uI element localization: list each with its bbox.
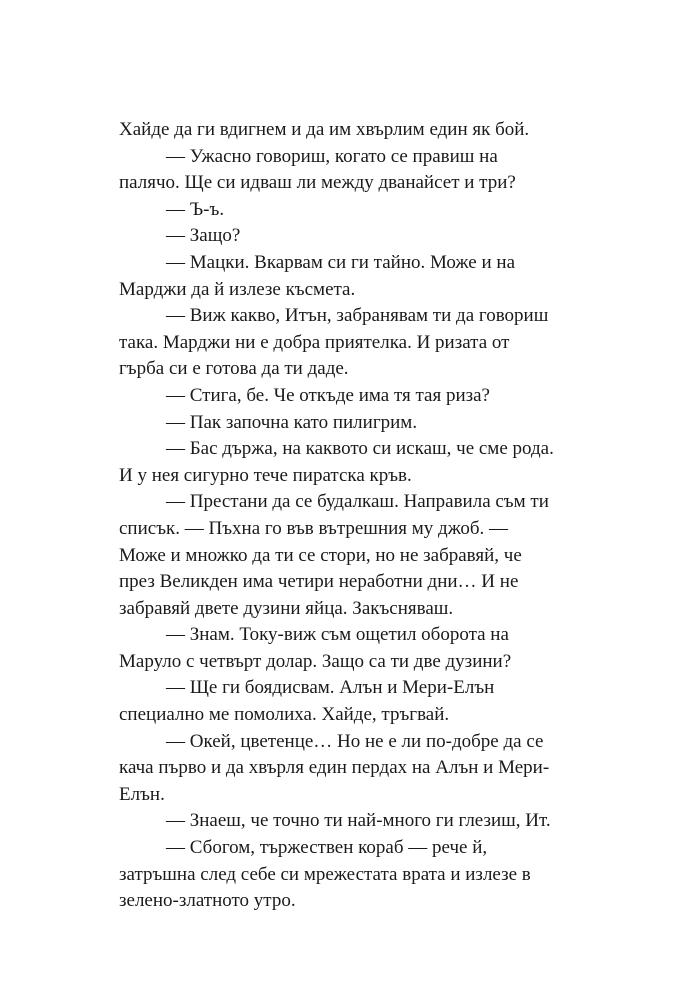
text-line: — Виж какво, Итън, забранявам ти да говориш xyxy=(166,305,549,327)
text-line: — Знаеш, че точно ти най-много ги глезиш, Ит. xyxy=(166,810,551,832)
text-line: забравяй двете дузини яйца. Закъсняваш. xyxy=(119,597,454,619)
text-line: И у нея сигурно тече пиратска кръв. xyxy=(119,464,412,486)
text-line: кача първо и да хвърля един пердах на Алън и Мери- xyxy=(119,757,550,779)
text-line: — Сбогом, тържествен кораб — рече й, xyxy=(166,837,488,859)
page-text xyxy=(119,117,589,915)
text-line: — Пак започна като пилигрим. xyxy=(166,411,418,433)
text-line: Може и множко да ти се стори, но не забравяй, че xyxy=(119,544,522,566)
text-line: гърба си е готова да ти даде. xyxy=(119,358,349,380)
text-line: така. Марджи ни е добра приятелка. И ризата от xyxy=(119,331,510,353)
text-line: палячо. Ще си идваш ли между дванайсет и три? xyxy=(119,172,516,194)
text-line: — Знам. Току-виж съм ощетил оборота на xyxy=(166,624,509,646)
text-line: затръшна след себе си мрежестата врата и излезе в xyxy=(119,863,531,885)
text-line: — Престани да се будалкаш. Направила съм ти xyxy=(166,491,549,513)
text-line: — Окей, цветенце… Но не е ли по-добре да се xyxy=(166,730,544,752)
text-line: — Бас държа, на каквото си искаш, че сме рода. xyxy=(166,438,554,460)
text-line: — Ъ-ъ. xyxy=(166,198,225,220)
text-line: зелено-златното утро. xyxy=(119,890,296,912)
text-line: списък. — Пъхна го във вътрешния му джоб. — xyxy=(119,517,509,539)
text-line: Маруло с четвърт долар. Защо са ти две дузини? xyxy=(119,650,512,672)
text-line: специално ме помолиха. Хайде, тръгвай. xyxy=(119,704,450,726)
text-line: — Защо? xyxy=(166,225,241,247)
text-line: — Стига, бе. Че откъде има тя тая риза? xyxy=(166,384,490,406)
text-line: през Великден има четири неработни дни… И не xyxy=(119,571,519,593)
text-line: Хайде да ги вдигнем и да им хвърлим един як бой. xyxy=(119,119,530,140)
text-line: Елън. xyxy=(119,783,165,805)
text-line: Марджи да й излезе късмета. xyxy=(119,278,356,300)
text-line: — Ще ги боядисвам. Алън и Мери-Елън xyxy=(166,677,495,699)
text-line: — Ужасно говориш, когато се правиш на xyxy=(166,145,498,167)
text-line: — Мацки. Вкарвам си ги тайно. Може и на xyxy=(166,251,516,273)
